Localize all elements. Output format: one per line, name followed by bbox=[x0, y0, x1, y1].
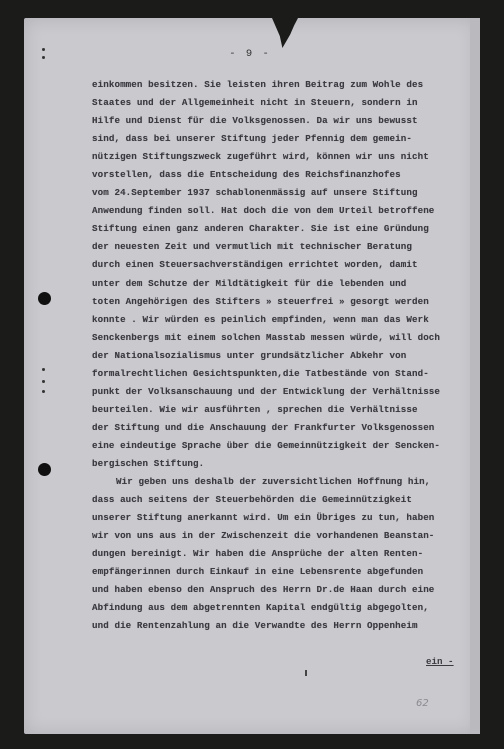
text-line: eine eindeutige Sprache über die Gemeinnützigkeit der Sencken- bbox=[92, 439, 441, 451]
text-line: Senckenbergs mit einem solchen Masstab messen würde, will doch bbox=[92, 331, 441, 343]
text-line: durch einen Steuersachverständigen errichtet worden, damit bbox=[92, 259, 418, 271]
text-line: Hilfe und Dienst für die Volksgenossen. Da wir uns bewusst bbox=[92, 115, 418, 127]
staple-mark bbox=[42, 380, 45, 383]
text-line: dungen bereinigt. Wir haben die Ansprüche der alten Renten- bbox=[92, 548, 424, 560]
text-line: Staates und der Allgemeinheit nicht in Steuern, sondern in bbox=[92, 97, 418, 109]
text-line: vom 24.September 1937 schablonenmässig auf unsere Stiftung bbox=[92, 187, 418, 199]
text-line: dass auch seitens der Steuerbehörden die Gemeinnützigkeit bbox=[92, 494, 412, 506]
punch-hole-top bbox=[38, 292, 51, 305]
text-line: Anwendung finden soll. Hat doch die von dem Urteil betroffene bbox=[92, 205, 435, 217]
text-line: punkt der Volksanschauung und der Entwicklung der Verhältnisse bbox=[92, 385, 441, 397]
ink-mark bbox=[305, 670, 307, 676]
page-number: - 9 - bbox=[229, 48, 271, 60]
text-line: wir von uns aus in der Zwischenzeit die vorhandenen Beanstan- bbox=[92, 530, 435, 542]
staple-mark bbox=[42, 390, 45, 393]
punch-hole-bottom bbox=[38, 463, 51, 476]
text-line: bergischen Stiftung. bbox=[92, 457, 205, 469]
text-line: formalrechtlichen Gesichtspunkten,die Tatbestände von Stand- bbox=[92, 367, 429, 379]
text-line: konnte . Wir würden es peinlich empfinden, wenn man das Werk bbox=[92, 313, 429, 325]
text-line: Stiftung einen ganz anderen Charakter. Sie ist eine Gründung bbox=[92, 223, 429, 235]
text-line: sind, dass bei unserer Stiftung jeder Pfennig dem gemein- bbox=[92, 133, 412, 145]
text-line: empfängerinnen durch Einkauf in eine Lebensrente abgefunden bbox=[92, 566, 424, 578]
text-line: und haben ebenso den Anspruch des Herrn Dr.de Haan durch eine bbox=[92, 584, 435, 596]
text-line: und die Rentenzahlung an die Verwandte des Herrn Oppenheim bbox=[92, 620, 418, 632]
text-line: einkommen besitzen. Sie leisten ihren Beitrag zum Wohle des bbox=[92, 79, 424, 90]
text-line: der Stiftung und die Anschauung der Frankfurter Volksgenossen bbox=[92, 421, 435, 433]
catchword: ein - bbox=[426, 656, 454, 667]
staple-mark bbox=[42, 368, 45, 371]
staple-mark bbox=[42, 56, 45, 59]
text-line: unserer Stiftung anerkannt wird. Um ein Übriges zu tun, haben bbox=[92, 512, 435, 524]
staple-mark bbox=[42, 48, 45, 51]
text-line: Abfindung aus dem abgetrennten Kapital endgültig abgegolten, bbox=[92, 602, 429, 614]
text-line: der neuesten Zeit und vermutlich mit technischer Beratung bbox=[92, 241, 412, 253]
body-text bbox=[92, 76, 472, 635]
text-line: vorstellen, dass die Entscheidung des Reichsfinanzhofes bbox=[92, 169, 401, 181]
text-line: beurteilen. Wie wir ausführten , sprechen die Verhältnisse bbox=[92, 403, 418, 415]
text-line: nützigen Stiftungszweck zugeführt wird, können wir uns nicht bbox=[92, 151, 429, 163]
pencil-annotation: 62 bbox=[416, 698, 429, 709]
text-line: Wir geben uns deshalb der zuversichtlichen Hoffnung hin, bbox=[116, 476, 431, 488]
text-line: der Nationalsozialismus unter grundsätzlicher Abkehr von bbox=[92, 349, 407, 361]
text-line: unter dem Schutze der Mildtätigkeit für die lebenden und bbox=[92, 277, 407, 289]
text-line: toten Angehörigen des Stifters » steuerfrei » gesorgt werden bbox=[92, 295, 429, 307]
